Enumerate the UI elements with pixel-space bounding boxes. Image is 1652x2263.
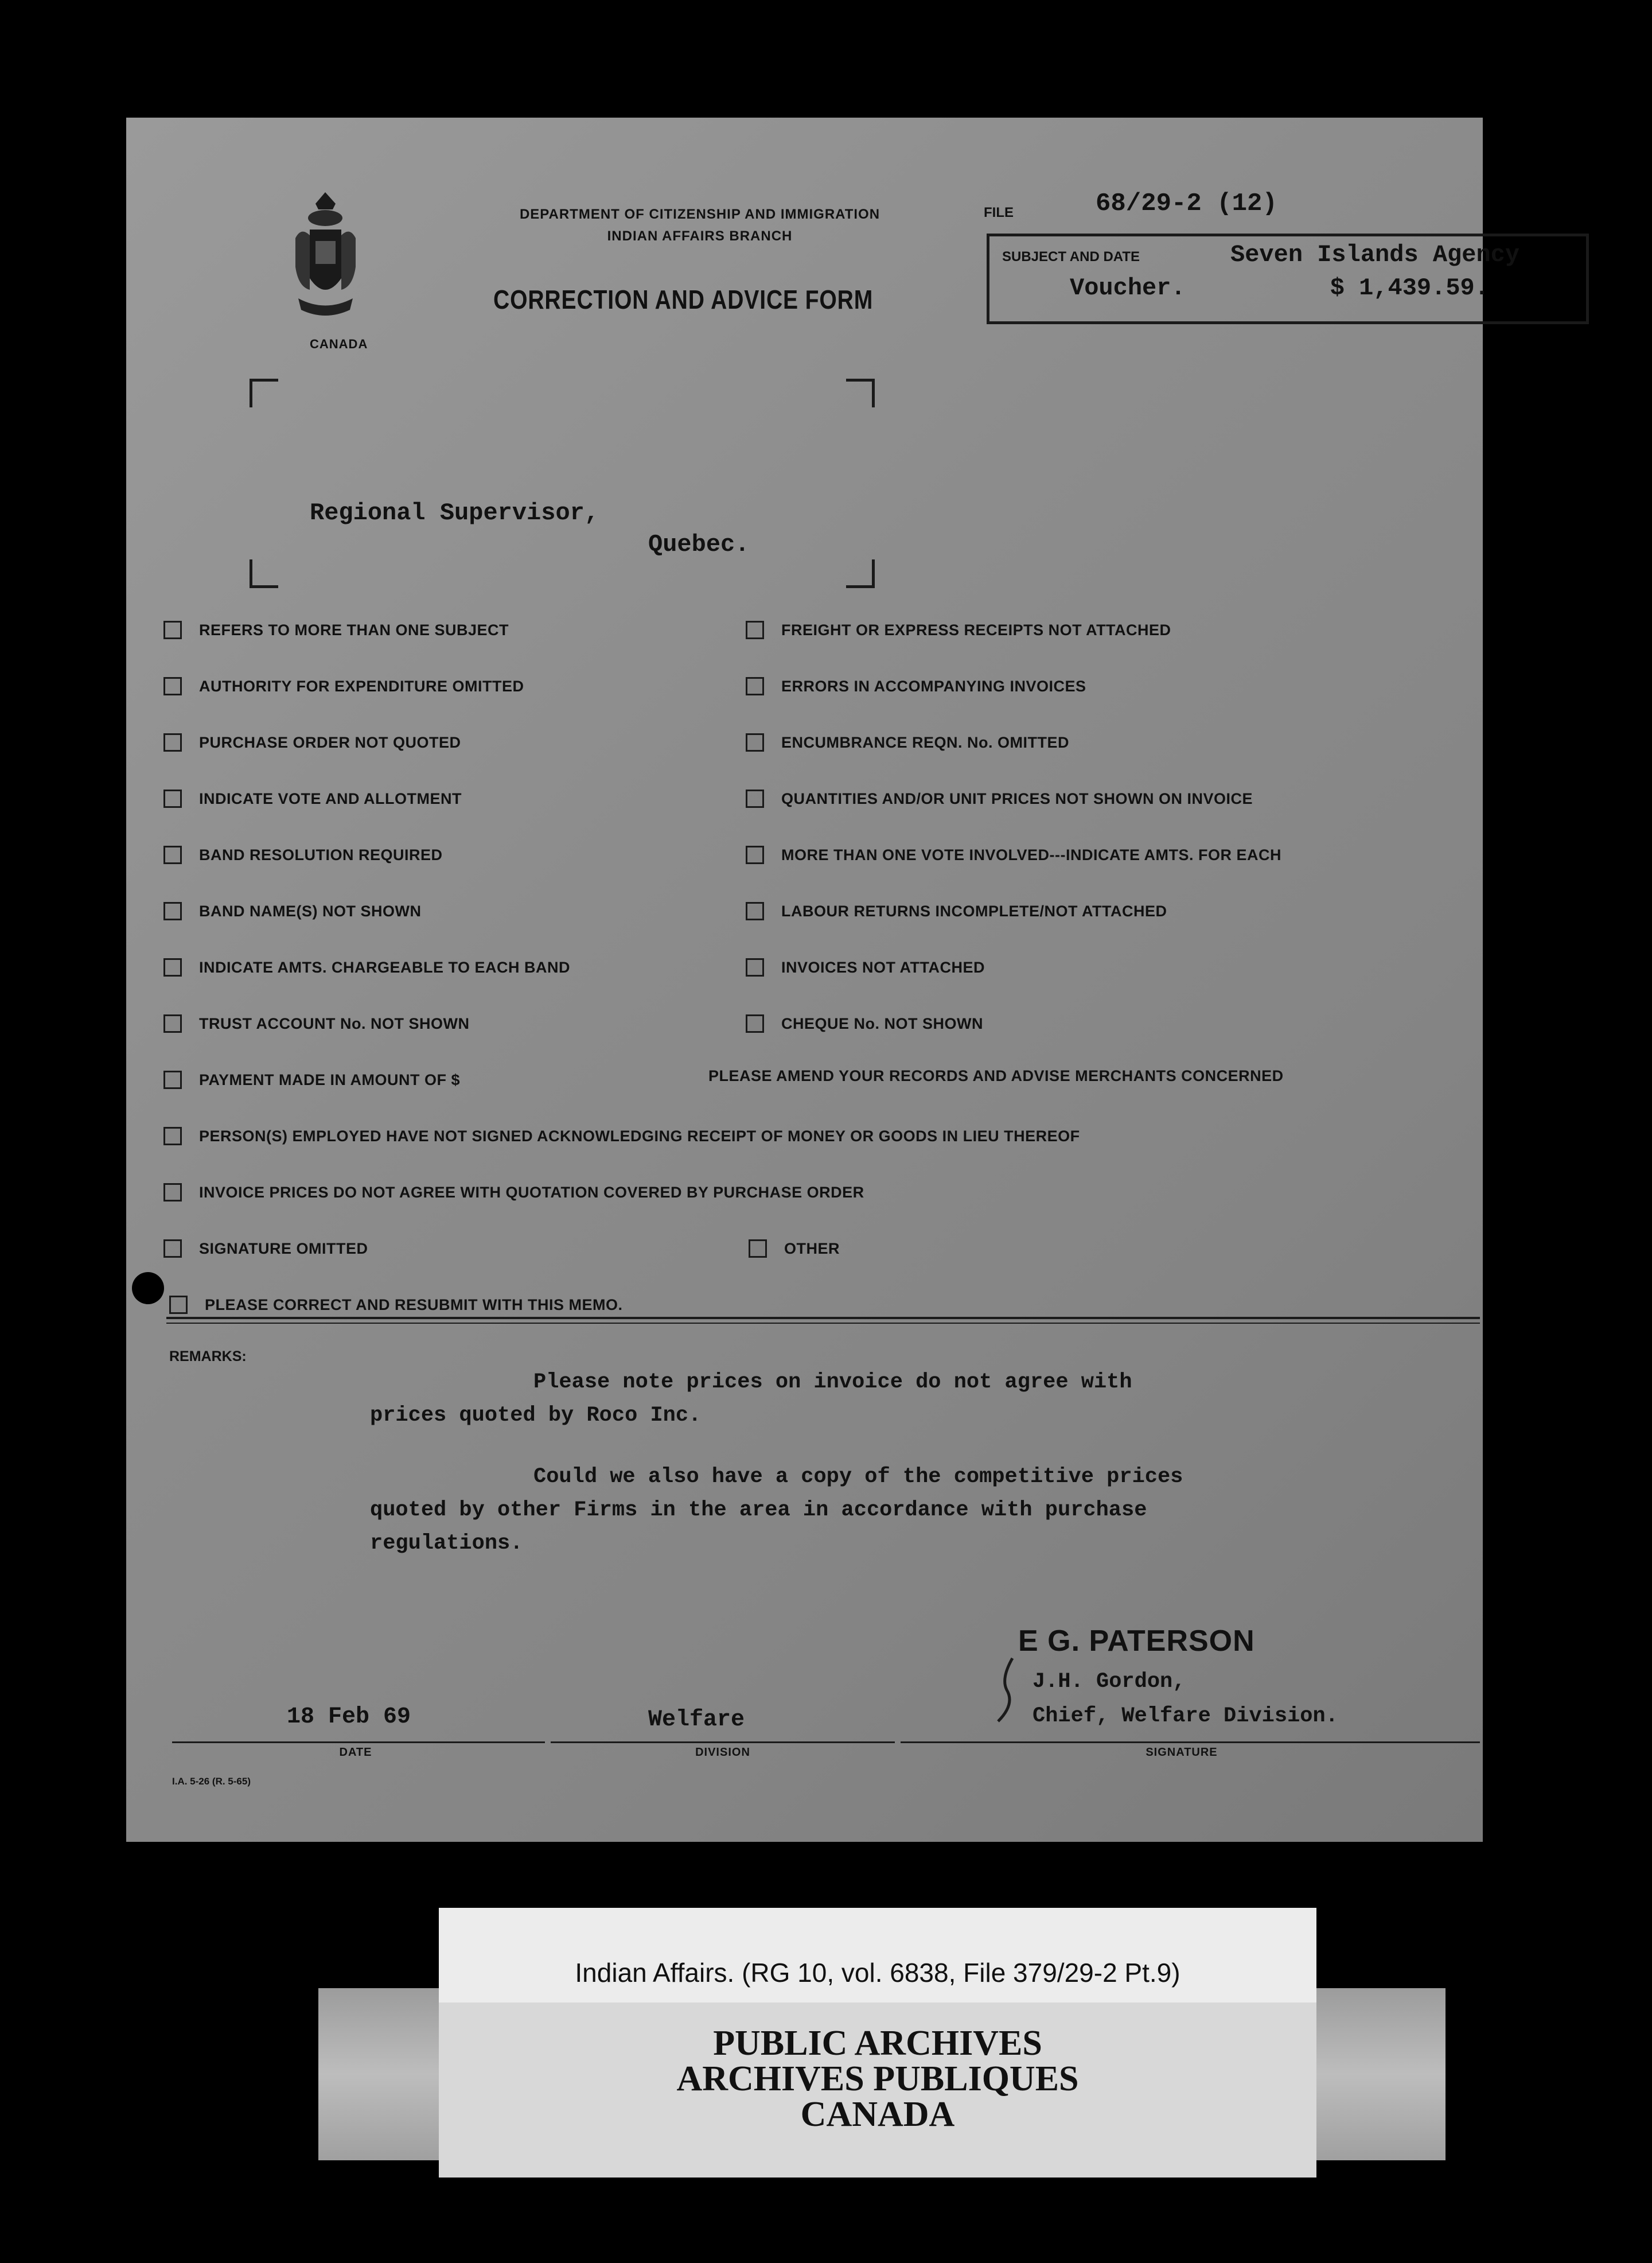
checklist-right-item: INVOICES NOT ATTACHED (746, 958, 985, 977)
divider (166, 1317, 1480, 1319)
archive-reference: Indian Affairs. (RG 10, vol. 6838, File 379/29-2 Pt.9) (575, 1957, 1180, 1988)
checklist-right-item: ENCUMBRANCE REQN. No. OMITTED (746, 733, 1069, 752)
archive-line-2: ARCHIVES PUBLIQUES (676, 2059, 1079, 2098)
checklist-left-item: REFERS TO MORE THAN ONE SUBJECT (163, 621, 509, 639)
division-label: DIVISION (695, 1746, 750, 1759)
address-corner-tr (846, 379, 875, 407)
checklist-right-item: MORE THAN ONE VOTE INVOLVED---INDICATE AMTS. FOR EACH (746, 846, 1281, 864)
checklist-right-item: CHEQUE No. NOT SHOWN (746, 1014, 983, 1033)
checkbox[interactable] (163, 790, 182, 808)
payment-note: PLEASE AMEND YOUR RECORDS AND ADVISE MERCHANTS CONCERNED (708, 1067, 1284, 1084)
date-label: DATE (339, 1746, 372, 1759)
correction-advice-form (126, 118, 1520, 1842)
country-label: CANADA (310, 337, 368, 351)
checkbox[interactable] (163, 621, 182, 639)
checklist-persons: PERSON(S) EMPLOYED HAVE NOT SIGNED ACKNOWLEDGING RECEIPT OF MONEY OR GOODS IN LIEU THEREOF (163, 1127, 1080, 1145)
checkbox[interactable] (749, 1239, 767, 1258)
archive-line-1: PUBLIC ARCHIVES (713, 2024, 1042, 2063)
checklist-right-item: FREIGHT OR EXPRESS RECEIPTS NOT ATTACHED (746, 621, 1171, 639)
checkbox[interactable] (163, 1183, 182, 1202)
checklist-other: OTHER (749, 1239, 840, 1258)
checkbox[interactable] (163, 1014, 182, 1033)
signatory-title: Chief, Welfare Division. (1032, 1704, 1338, 1728)
checkbox[interactable] (746, 621, 764, 639)
form-title: CORRECTION AND ADVICE FORM (493, 285, 874, 314)
checklist-left-item: TRUST ACCOUNT No. NOT SHOWN (163, 1014, 469, 1033)
archive-line-3: CANADA (800, 2095, 955, 2134)
checkbox[interactable] (169, 1296, 188, 1314)
address-line-2: Quebec. (648, 531, 750, 558)
remarks-line: regulations. (370, 1531, 523, 1556)
checklist-right-item: LABOUR RETURNS INCOMPLETE/NOT ATTACHED (746, 902, 1167, 920)
branch-name: INDIAN AFFAIRS BRANCH (607, 228, 793, 244)
checkbox[interactable] (163, 1071, 182, 1089)
checklist-payment: PAYMENT MADE IN AMOUNT OF $ (163, 1071, 460, 1089)
checkbox[interactable] (163, 902, 182, 920)
file-number: 68/29-2 (12) (1096, 189, 1277, 218)
department-name: DEPARTMENT OF CITIZENSHIP AND IMMIGRATION (519, 207, 880, 222)
date-line (172, 1741, 545, 1743)
remarks-line: Please note prices on invoice do not agree with (533, 1370, 1132, 1394)
form-number: I.A. 5-26 (R. 5-65) (172, 1776, 251, 1787)
checkbox[interactable] (163, 846, 182, 864)
remarks-label: REMARKS: (169, 1348, 247, 1364)
checklist-left-item: BAND NAME(S) NOT SHOWN (163, 902, 421, 920)
checkbox[interactable] (746, 790, 764, 808)
checklist-invoice-prices: INVOICE PRICES DO NOT AGREE WITH QUOTATION COVERED BY PURCHASE ORDER (163, 1183, 864, 1202)
department-heading (453, 204, 946, 247)
punch-hole (132, 1272, 164, 1304)
checkbox[interactable] (163, 1127, 182, 1145)
checkbox[interactable] (163, 958, 182, 977)
signatory-name: J.H. Gordon, (1032, 1670, 1186, 1694)
checklist-left-item: PURCHASE ORDER NOT QUOTED (163, 733, 461, 752)
voucher-amount: $ 1,439.59. (1330, 274, 1489, 302)
checklist-resubmit: PLEASE CORRECT AND RESUBMIT WITH THIS MEMO. (169, 1296, 623, 1314)
coat-of-arms-icon (293, 192, 359, 330)
checkbox[interactable] (746, 1014, 764, 1033)
voucher-label: Voucher. (1070, 274, 1186, 302)
divider (166, 1323, 1480, 1324)
checklist-left-item: AUTHORITY FOR EXPENDITURE OMITTED (163, 677, 524, 695)
address-line-1: Regional Supervisor, (310, 499, 599, 527)
checkbox[interactable] (746, 902, 764, 920)
subject-box (987, 234, 1589, 324)
remarks-line: prices quoted by Roco Inc. (370, 1403, 702, 1428)
file-label: FILE (984, 205, 1014, 220)
checklist-left-item: INDICATE AMTS. CHARGEABLE TO EACH BAND (163, 958, 570, 977)
address-corner-bl (250, 559, 278, 588)
checklist-left-item: BAND RESOLUTION REQUIRED (163, 846, 443, 864)
handwritten-signature-mark (987, 1655, 1021, 1724)
signature-label: SIGNATURE (1146, 1746, 1218, 1759)
checklist-right-item: QUANTITIES AND/OR UNIT PRICES NOT SHOWN ON INVOICE (746, 790, 1253, 808)
address-corner-br (846, 559, 875, 588)
checkbox[interactable] (746, 958, 764, 977)
remarks-line: quoted by other Firms in the area in accordance with purchase (370, 1498, 1147, 1522)
checkbox[interactable] (746, 677, 764, 695)
subject-agency: Seven Islands Agency (1230, 241, 1520, 269)
subject-voucher (1070, 274, 1489, 302)
checkbox[interactable] (163, 677, 182, 695)
checklist-right-item: ERRORS IN ACCOMPANYING INVOICES (746, 677, 1086, 695)
date-value: 18 Feb 69 (287, 1704, 411, 1730)
checkbox[interactable] (746, 846, 764, 864)
remarks-line: Could we also have a copy of the competitive prices (533, 1465, 1183, 1489)
archive-stamp (439, 2003, 1316, 2178)
checkbox[interactable] (746, 733, 764, 752)
address-corner-tl (250, 379, 278, 407)
subject-label: SUBJECT AND DATE (1002, 249, 1140, 265)
checkbox[interactable] (163, 1239, 182, 1258)
division-line (551, 1741, 895, 1743)
signature-stamp: E G. PATERSON (1018, 1624, 1255, 1658)
checklist-left-item: INDICATE VOTE AND ALLOTMENT (163, 790, 462, 808)
division-value: Welfare (648, 1707, 745, 1733)
checklist-signature: SIGNATURE OMITTED (163, 1239, 368, 1258)
signature-line (901, 1741, 1480, 1743)
checkbox[interactable] (163, 733, 182, 752)
